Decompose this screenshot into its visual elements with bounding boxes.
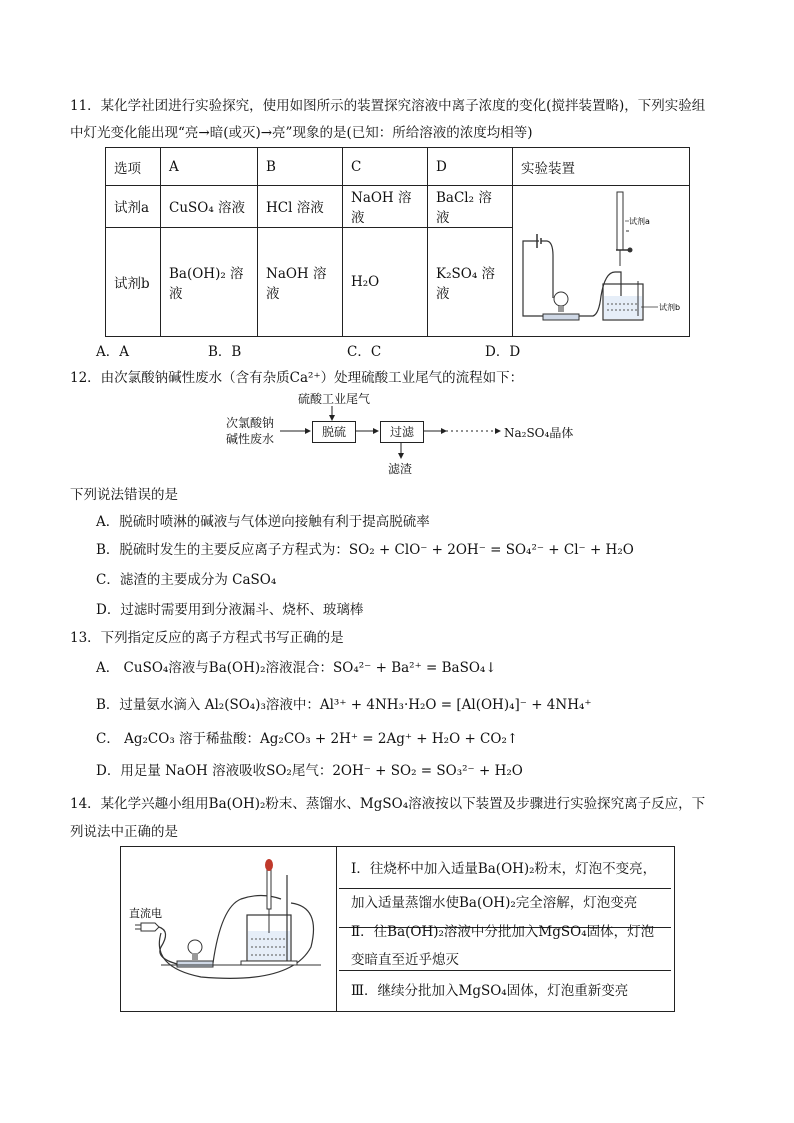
- bulb-icon: [188, 940, 202, 954]
- row-a-cell-a: CuSO₄ 溶液: [161, 186, 258, 228]
- flow-left-input-2: 碱性废水: [226, 432, 275, 446]
- row-b-cell-c: H₂O: [343, 227, 428, 336]
- q14-figure-box: [120, 846, 675, 1012]
- row-a-label: 试剂a: [106, 186, 161, 228]
- flow-step-desulfurize: 脱硫: [312, 421, 356, 443]
- q11-option-d[interactable]: D．D: [485, 344, 521, 360]
- figure-label-reagent-b: 试剂b: [659, 303, 681, 312]
- bulb-icon: [554, 292, 568, 306]
- q14-step-2a: Ⅱ．往Ba(OH)₂溶液中分批加入MgSO₄固体，灯泡: [351, 924, 655, 940]
- q14-stem-line2: 列说法中正确的是: [70, 824, 178, 840]
- flow-top-input: 硫酸工业尾气: [298, 392, 371, 406]
- flow-residue: 滤渣: [388, 462, 413, 476]
- apparatus-figure-11: [513, 186, 689, 336]
- q13-option-c[interactable]: C． Ag₂CO₃ 溶于稀盐酸：Ag₂CO₃ + 2H⁺ = 2Ag⁺ + H₂O + CO₂↑: [96, 731, 519, 747]
- flow-step-filter: 过滤: [380, 421, 424, 443]
- dropper-icon: [267, 869, 271, 909]
- q12-option-b[interactable]: B．脱硫时发生的主要反应离子方程式为：SO₂ + ClO⁻ + 2OH⁻ = SO₄²⁻ + Cl⁻ + H₂O: [96, 542, 634, 558]
- q12-option-d[interactable]: D．过滤时需要用到分液漏斗、烧杯、玻璃棒: [96, 602, 364, 618]
- header-c: C: [343, 148, 428, 186]
- burette-icon: [617, 192, 623, 250]
- row-b-label: 试剂b: [106, 227, 161, 336]
- apparatus-cell: [513, 186, 690, 337]
- q12-option-c[interactable]: C．滤渣的主要成分为 CaSO₄: [96, 572, 277, 588]
- header-apparatus: 实验装置: [513, 148, 690, 186]
- header-d: D: [428, 148, 513, 186]
- q14-step-1a: Ⅰ．往烧杯中加入适量Ba(OH)₂粉末，灯泡不变亮，: [351, 861, 657, 877]
- q11-option-a[interactable]: A．A: [96, 344, 129, 360]
- q11-option-c[interactable]: C．C: [347, 344, 382, 360]
- row-b-cell-d: K₂SO₄ 溶液: [428, 227, 513, 336]
- row-a-cell-b: HCl 溶液: [258, 186, 343, 228]
- flow-product: Na₂SO₄晶体: [504, 426, 574, 440]
- header-a: A: [161, 148, 258, 186]
- header-option: 选项: [106, 148, 161, 186]
- q11-stem-line2: 中灯光变化能出现“亮→暗(或灭)→亮”现象的是(已知：所给溶液的浓度均相等): [70, 125, 533, 141]
- q11-table: [105, 147, 690, 337]
- q11-stem-line1: 11．某化学社团进行实验探究，使用如图所示的装置探究溶液中离子浓度的变化(搅拌装置略)，下列实验组: [70, 98, 706, 114]
- q11-option-b[interactable]: B．B: [208, 344, 242, 360]
- q14-step-3: Ⅲ．继续分批加入MgSO₄固体，灯泡重新变亮: [351, 983, 629, 999]
- q14-step-1b: 加入适量蒸馏水使Ba(OH)₂完全溶解，灯泡变亮: [351, 895, 638, 911]
- q13-option-b[interactable]: B．过量氨水滴入 Al₂(SO₄)₃溶液中：Al³⁺ + 4NH₃·H₂O = [Al(OH)₄]⁻ + 4NH₄⁺: [96, 697, 592, 713]
- q13-option-d[interactable]: D．用足量 NaOH 溶液吸收SO₂尾气：2OH⁻ + SO₂ = SO₃²⁻ + H₂O: [96, 763, 523, 779]
- row-a-cell-d: BaCl₂ 溶液: [428, 186, 513, 228]
- q13-option-a[interactable]: A． CuSO₄溶液与Ba(OH)₂溶液混合：SO₄²⁻ + Ba²⁺ = BaSO₄↓: [96, 660, 497, 676]
- q12-option-a[interactable]: A．脱硫时喷淋的碱液与气体逆向接触有利于提高脱硫率: [96, 514, 430, 530]
- q12-stem: 12．由次氯酸钠碱性废水（含有杂质Ca²⁺）处理硫酸工业尾气的流程如下：: [70, 370, 524, 386]
- figure-label-reagent-a: 试剂a: [629, 217, 650, 226]
- header-b: B: [258, 148, 343, 186]
- row-a-cell-c: NaOH 溶液: [343, 186, 428, 228]
- q14-step-2b: 变暗直至近乎熄灭: [351, 952, 459, 968]
- apparatus-figure-14: [121, 847, 335, 1011]
- flow-left-input-1: 次氯酸钠: [226, 416, 275, 430]
- row-b-cell-b: NaOH 溶液: [258, 227, 343, 336]
- row-b-cell-a: Ba(OH)₂ 溶液: [161, 227, 258, 336]
- figure-label-dc: 直流电: [129, 907, 162, 920]
- plug-icon: [141, 923, 159, 931]
- q14-stem-line1: 14．某化学兴趣小组用Ba(OH)₂粉末、蒸馏水、MgSO₄溶液按以下装置及步骤进行实验探究离子反应，下: [70, 796, 706, 812]
- q12-question: 下列说法错误的是: [70, 487, 178, 503]
- q13-stem: 13．下列指定反应的离子方程式书写正确的是: [70, 630, 344, 646]
- q12-flowchart: [220, 390, 580, 480]
